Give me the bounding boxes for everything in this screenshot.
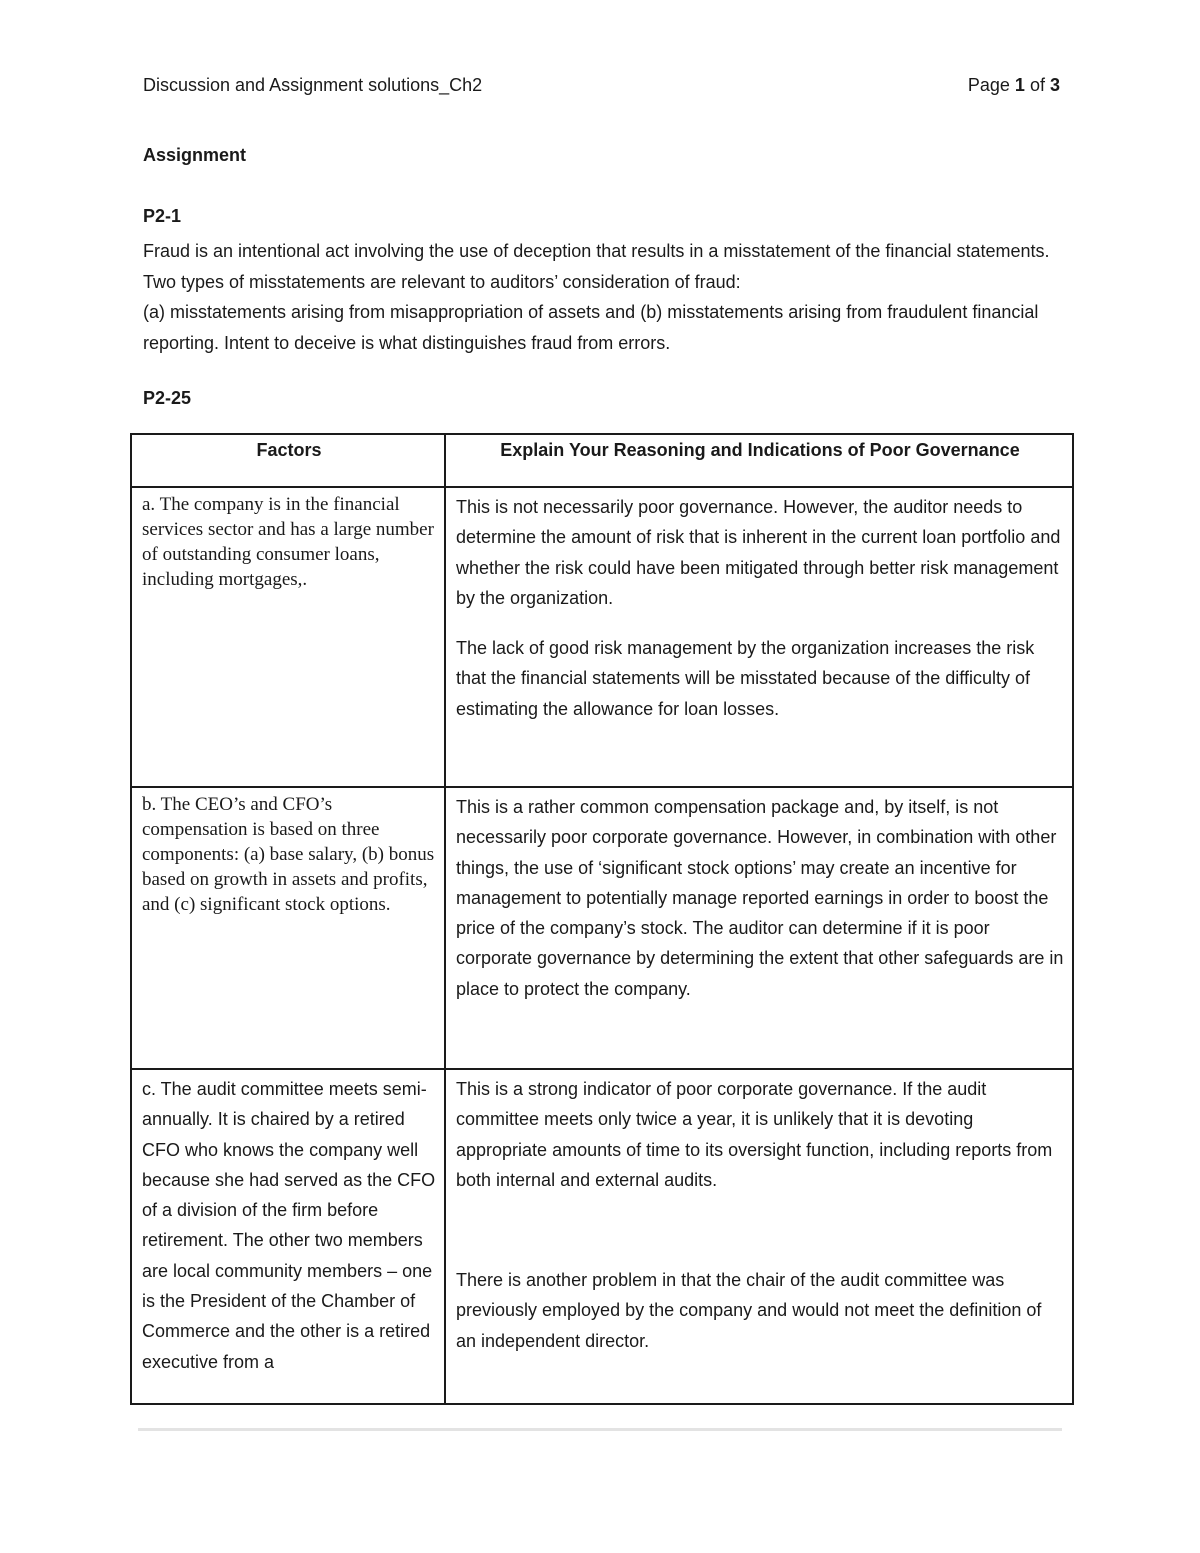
problem-label-p2-1: P2-1 [143, 206, 182, 226]
page-word: Page [967, 75, 1010, 95]
table-row [131, 1069, 1073, 1404]
problem-label-p2-25: P2-25 [143, 388, 192, 408]
page-total: 3 [1049, 75, 1060, 95]
page-current: 1 [1014, 75, 1025, 95]
explanation-paragraph: This is a rather common compensation package and, by itself, is not necessarily poor corporate governance. However, in combination with other things, the use of ‘significant stock options’ may create an incentive for management to potentially manage reported earnings in order to boost the price of the company’s stock. The auditor can determine if it is poor corporate governance by determining the extent that other safeguards are in place to protect the company. [456, 797, 1064, 999]
problem-p2-1-answer [143, 236, 1073, 358]
table-row [131, 487, 1073, 787]
explanation-paragraph: There is another problem in that the chair of the audit committee was previously employed by the company and would not meet the definition of an independent director. [456, 1270, 1042, 1351]
answer-paragraph: (a) misstatements arising from misappropriation of assets and (b) misstatements arising from fraudulent financial reporting. Intent to deceive is what distinguishes fraud from errors. [143, 302, 1039, 353]
page-number [968, 75, 1060, 96]
explanation-cell [445, 787, 1073, 1069]
factor-cell: b. The CEO’s and CFO’s compensation is based on three components: (a) base salary, (b) bonus based on growth in assets and profits, and (c) significant stock options. [131, 787, 445, 1069]
running-header-title: Discussion and Assignment solutions_Ch2 [143, 75, 483, 95]
table-row [131, 787, 1073, 1069]
explanation-cell [445, 487, 1073, 787]
page-footer-divider [138, 1428, 1062, 1431]
column-header-explanation: Explain Your Reasoning and Indications of Poor Governance [445, 434, 1073, 487]
explanation-paragraph: This is a strong indicator of poor corporate governance. If the audit committee meets only twice a year, it is unlikely that it is devoting appropriate amounts of time to its oversight function, including reports from both internal and external audits. [456, 1079, 1053, 1190]
column-header-factors: Factors [131, 434, 445, 487]
factor-cell: c. The audit committee meets semi-annually. It is chaired by a retired CFO who knows the company well because she had served as the CFO of a division of the firm before retirement. The other two members are local community members – one is the President of the Chamber of Commerce and the other is a retired executive from a [131, 1069, 445, 1404]
explanation-paragraph: The lack of good risk management by the organization increases the risk that the financial statements will be misstated because of the difficulty of estimating the allowance for loan losses. [456, 638, 1035, 719]
explanation-cell [445, 1069, 1073, 1404]
factor-cell: a. The company is in the financial services sector and has a large number of outstanding consumer loans, including mortgages,. [131, 487, 445, 787]
explanation-paragraph: This is not necessarily poor governance. However, the auditor needs to determine the amount of risk that is inherent in the current loan portfolio and whether the risk could have been mitigated through better risk management by the organization. [456, 497, 1061, 608]
governance-factors-table [130, 433, 1074, 1405]
section-title: Assignment [143, 145, 247, 165]
table-header-row [131, 434, 1073, 487]
answer-paragraph: Fraud is an intentional act involving the use of deception that results in a misstatement of the financial statements. Two types of misstatements are relevant to auditors’ consideration of fraud: [143, 241, 1050, 292]
page-of-word: of [1029, 75, 1045, 95]
